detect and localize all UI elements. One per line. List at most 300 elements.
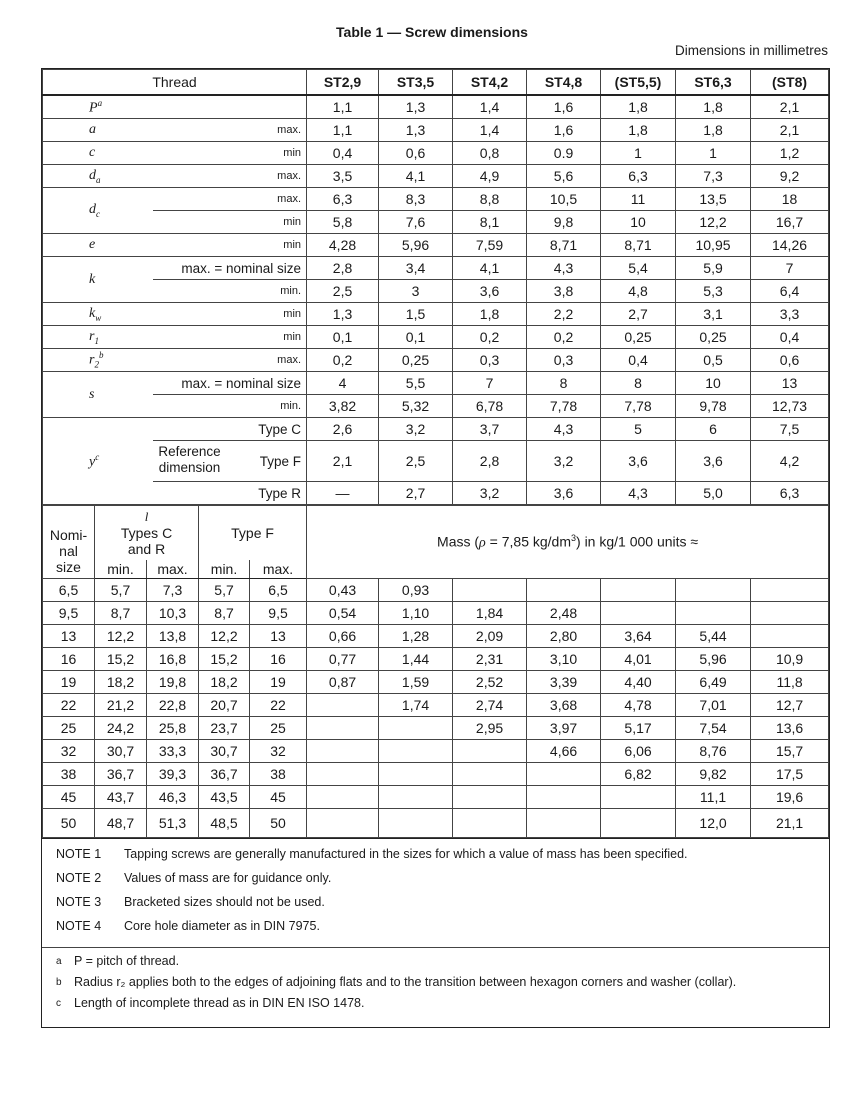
dimension-row xyxy=(43,303,829,326)
mass-cell: 2,52 xyxy=(453,671,527,694)
mass-cell xyxy=(453,740,527,763)
mass-cell: 10,9 xyxy=(751,648,829,671)
value-cell: 7,5 xyxy=(751,418,829,441)
nominal-cell: 9,5 xyxy=(43,602,95,625)
mass-cell: 0,43 xyxy=(307,579,379,602)
mass-cell xyxy=(453,786,527,809)
value-cell: 3,6 xyxy=(601,441,676,482)
thread-size-header: ST4,8 xyxy=(527,70,601,96)
f-max-cell: 13 xyxy=(250,625,307,648)
mass-cell: 2,80 xyxy=(527,625,601,648)
mass-cell: 0,87 xyxy=(307,671,379,694)
footnote-text: Radius r₂ applies both to the edges of adjoining flats and to the transition between hexagon corners and washer (collar). xyxy=(74,975,737,989)
length-symbol: l xyxy=(144,509,149,524)
length-row xyxy=(43,648,829,671)
symbol: r xyxy=(89,352,95,368)
cr-max-cell: 13,8 xyxy=(147,625,199,648)
value-cell: 6,3 xyxy=(751,482,829,505)
qualifier-cell: max. = nominal size xyxy=(153,257,307,280)
f-min-cell: 5,7 xyxy=(199,579,250,602)
f-min-cell: 43,5 xyxy=(199,786,250,809)
footnote-ref: c xyxy=(95,451,100,462)
f-min-cell: 12,2 xyxy=(199,625,250,648)
mass-cell xyxy=(307,763,379,786)
value-cell: 8,71 xyxy=(527,234,601,257)
mass-cell: 17,5 xyxy=(751,763,829,786)
f-min-cell: 8,7 xyxy=(199,602,250,625)
f-max-cell: 45 xyxy=(250,786,307,809)
cr-min-cell: 48,7 xyxy=(95,809,147,838)
mass-cell: 2,48 xyxy=(527,602,601,625)
header-line: Types C xyxy=(120,525,173,541)
f-min-cell: 30,7 xyxy=(199,740,250,763)
cr-max-cell: 46,3 xyxy=(147,786,199,809)
value-cell: 9,8 xyxy=(527,211,601,234)
mass-cell: 4,01 xyxy=(601,648,676,671)
length-mass-table xyxy=(42,505,829,838)
dimension-row xyxy=(43,211,829,234)
value-cell: 7,59 xyxy=(453,234,527,257)
length-row xyxy=(43,809,829,838)
thread-size-header: ST2,9 xyxy=(307,70,379,96)
f-max-cell: 25 xyxy=(250,717,307,740)
dimension-row xyxy=(43,95,829,119)
mass-cell xyxy=(527,763,601,786)
qualifier-cell: min xyxy=(153,326,307,349)
mass-cell: 9,82 xyxy=(676,763,751,786)
dimension-row xyxy=(43,142,829,165)
cr-min-cell: 43,7 xyxy=(95,786,147,809)
note-item xyxy=(56,895,815,909)
value-cell: 10 xyxy=(676,372,751,395)
symbol-cell xyxy=(43,303,153,326)
value-cell: 0,6 xyxy=(379,142,453,165)
symbol: s xyxy=(89,386,95,402)
dimension-row xyxy=(43,482,829,505)
symbol-cell xyxy=(43,95,153,119)
mass-cell: 1,28 xyxy=(379,625,453,648)
footnote-key: b xyxy=(56,977,62,988)
symbol-cell xyxy=(43,165,153,188)
value-cell: 8 xyxy=(527,372,601,395)
thread-size-header: ST3,5 xyxy=(379,70,453,96)
value-cell: 1,6 xyxy=(527,119,601,142)
mass-cell xyxy=(307,717,379,740)
symbol-cell xyxy=(43,418,153,505)
value-cell: 0.9 xyxy=(527,142,601,165)
value-cell: 2,1 xyxy=(751,95,829,119)
mass-cell xyxy=(601,786,676,809)
value-cell: 12,73 xyxy=(751,395,829,418)
dimension-row xyxy=(43,119,829,142)
qualifier-cell: min xyxy=(153,234,307,257)
value-cell: 0,5 xyxy=(676,349,751,372)
mass-cell: 7,54 xyxy=(676,717,751,740)
dimension-row xyxy=(43,395,829,418)
qualifier-cell xyxy=(153,95,307,119)
value-cell: 2,7 xyxy=(379,482,453,505)
cr-min-cell: 8,7 xyxy=(95,602,147,625)
type-f-header: Type F xyxy=(199,506,307,561)
value-cell: — xyxy=(307,482,379,505)
thread-header: Thread xyxy=(43,70,307,96)
header-line: and R xyxy=(127,541,166,557)
value-cell: 0,25 xyxy=(379,349,453,372)
note-text: Bracketed sizes should not be used. xyxy=(124,895,325,909)
mass-cell: 8,76 xyxy=(676,740,751,763)
value-cell: 6 xyxy=(676,418,751,441)
value-cell: 2,8 xyxy=(453,441,527,482)
value-cell: 0,1 xyxy=(307,326,379,349)
value-cell: 6,78 xyxy=(453,395,527,418)
thread-size-header: (ST5,5) xyxy=(601,70,676,96)
cr-min-cell: 30,7 xyxy=(95,740,147,763)
value-cell: 2,5 xyxy=(379,441,453,482)
value-cell: 9,2 xyxy=(751,165,829,188)
symbol: k xyxy=(89,305,96,321)
limit-header: max. xyxy=(250,560,307,579)
value-cell: 5,6 xyxy=(527,165,601,188)
symbol: c xyxy=(89,145,96,160)
cr-min-cell: 12,2 xyxy=(95,625,147,648)
length-row xyxy=(43,671,829,694)
mass-cell: 0,66 xyxy=(307,625,379,648)
cr-min-cell: 15,2 xyxy=(95,648,147,671)
value-cell: 13,5 xyxy=(676,188,751,211)
f-min-cell: 48,5 xyxy=(199,809,250,838)
qualifier-cell: min xyxy=(153,211,307,234)
dimension-row xyxy=(43,280,829,303)
symbol-subscript: w xyxy=(95,312,102,323)
symbol-cell xyxy=(43,142,153,165)
value-cell: 7,78 xyxy=(527,395,601,418)
value-cell: 3,3 xyxy=(751,303,829,326)
value-cell: 5,0 xyxy=(676,482,751,505)
mass-cell: 3,97 xyxy=(527,717,601,740)
limit-header: max. xyxy=(147,560,199,579)
symbol-cell xyxy=(43,326,153,349)
type-label xyxy=(153,418,307,441)
value-cell: 7 xyxy=(751,257,829,280)
value-cell: 5,8 xyxy=(307,211,379,234)
symbol: k xyxy=(89,271,96,287)
note-item xyxy=(56,847,815,861)
f-max-cell: 16 xyxy=(250,648,307,671)
value-cell: 3,82 xyxy=(307,395,379,418)
value-cell: 1,8 xyxy=(453,303,527,326)
mass-header: Mass (ρ = 7,85 $kg/dm^3$) in kg/1 000 units ≈ xyxy=(307,506,829,579)
value-cell: 3,6 xyxy=(453,280,527,303)
mass-cell xyxy=(527,786,601,809)
mass-cell: 5,17 xyxy=(601,717,676,740)
value-cell: 3,7 xyxy=(453,418,527,441)
value-cell: 2,7 xyxy=(601,303,676,326)
footnote-key: c xyxy=(56,998,61,1009)
mass-cell xyxy=(307,786,379,809)
mass-cell: 3,64 xyxy=(601,625,676,648)
value-cell: 4,3 xyxy=(527,418,601,441)
value-cell: 0,3 xyxy=(453,349,527,372)
value-cell: 1,6 xyxy=(527,95,601,119)
mass-cell xyxy=(527,809,601,838)
length-row xyxy=(43,786,829,809)
value-cell: 7,78 xyxy=(601,395,676,418)
header-line: Nomi- xyxy=(49,527,88,543)
mass-cell: 6,49 xyxy=(676,671,751,694)
dimension-row xyxy=(43,441,829,482)
mass-cell xyxy=(751,602,829,625)
mass-cell: 21,1 xyxy=(751,809,829,838)
value-cell: 1,5 xyxy=(379,303,453,326)
mass-cell xyxy=(379,809,453,838)
mass-cell xyxy=(307,740,379,763)
value-cell: 1,8 xyxy=(676,119,751,142)
mass-cell xyxy=(307,694,379,717)
value-cell: 3,1 xyxy=(676,303,751,326)
header-row xyxy=(43,70,829,96)
cr-min-cell: 18,2 xyxy=(95,671,147,694)
cr-min-cell: 36,7 xyxy=(95,763,147,786)
mass-cell: 15,7 xyxy=(751,740,829,763)
reference-dimension-label: Reference dimension xyxy=(158,444,221,475)
value-cell: 4,2 xyxy=(751,441,829,482)
value-cell: 3,2 xyxy=(527,441,601,482)
mass-cell: 3,39 xyxy=(527,671,601,694)
mass-cell xyxy=(379,786,453,809)
value-cell: 3,5 xyxy=(307,165,379,188)
value-cell: 4,1 xyxy=(453,257,527,280)
mass-cell: 1,84 xyxy=(453,602,527,625)
value-cell: 0,4 xyxy=(601,349,676,372)
f-max-cell: 38 xyxy=(250,763,307,786)
cr-max-cell: 19,8 xyxy=(147,671,199,694)
mass-cell xyxy=(601,809,676,838)
length-header-row xyxy=(43,506,829,561)
mass-cell xyxy=(676,602,751,625)
mass-cell xyxy=(307,809,379,838)
value-cell: 1,1 xyxy=(307,95,379,119)
note-item xyxy=(56,871,815,885)
header-line: size xyxy=(56,559,81,575)
dimension-row xyxy=(43,234,829,257)
value-cell: 8,71 xyxy=(601,234,676,257)
length-row xyxy=(43,694,829,717)
note-key: NOTE 3 xyxy=(56,895,102,909)
footnote-text: P = pitch of thread. xyxy=(74,954,180,968)
length-row xyxy=(43,763,829,786)
value-cell: 4,8 xyxy=(601,280,676,303)
value-cell: 0,25 xyxy=(601,326,676,349)
f-max-cell: 9,5 xyxy=(250,602,307,625)
value-cell: 18 xyxy=(751,188,829,211)
mass-cell xyxy=(453,763,527,786)
mass-cell xyxy=(676,579,751,602)
mass-cell: 4,40 xyxy=(601,671,676,694)
value-cell: 3,4 xyxy=(379,257,453,280)
value-cell: 1,8 xyxy=(601,95,676,119)
value-cell: 3,8 xyxy=(527,280,601,303)
value-cell: 7 xyxy=(453,372,527,395)
mass-cell: 13,6 xyxy=(751,717,829,740)
footnote-text: Length of incomplete thread as in DIN EN ISO 1478. xyxy=(74,996,365,1010)
f-max-cell: 32 xyxy=(250,740,307,763)
symbol-cell xyxy=(43,119,153,142)
dimension-row xyxy=(43,418,829,441)
value-cell: 6,3 xyxy=(307,188,379,211)
mass-cell: 1,74 xyxy=(379,694,453,717)
screw-dimensions-table xyxy=(41,68,830,1028)
value-cell: 5,32 xyxy=(379,395,453,418)
symbol-subscript: 2 xyxy=(94,359,99,370)
value-cell: 2,8 xyxy=(307,257,379,280)
qualifier-cell: max. xyxy=(153,188,307,211)
cr-min-cell: 24,2 xyxy=(95,717,147,740)
mass-cell xyxy=(379,763,453,786)
value-cell: 3,2 xyxy=(379,418,453,441)
mass-cell: 6,06 xyxy=(601,740,676,763)
mass-cell xyxy=(379,717,453,740)
dimension-row xyxy=(43,257,829,280)
value-cell: 7,6 xyxy=(379,211,453,234)
dimension-row xyxy=(43,349,829,372)
symbol: d xyxy=(89,202,96,218)
mass-cell: 1,10 xyxy=(379,602,453,625)
cr-max-cell: 33,3 xyxy=(147,740,199,763)
qualifier-cell: min xyxy=(153,303,307,326)
mass-cell xyxy=(751,579,829,602)
thread-size-header: ST4,2 xyxy=(453,70,527,96)
value-cell: 8,1 xyxy=(453,211,527,234)
value-cell: 7,3 xyxy=(676,165,751,188)
value-cell: 1,4 xyxy=(453,95,527,119)
value-cell: 3,6 xyxy=(676,441,751,482)
value-cell: 2,5 xyxy=(307,280,379,303)
notes-section xyxy=(42,838,829,947)
value-cell: 1,3 xyxy=(379,119,453,142)
footnote-ref: b xyxy=(98,350,104,361)
mass-cell: 3,68 xyxy=(527,694,601,717)
value-cell: 4 xyxy=(307,372,379,395)
value-cell: 0,2 xyxy=(453,326,527,349)
value-cell: 2,1 xyxy=(307,441,379,482)
dimension-row xyxy=(43,326,829,349)
f-min-cell: 36,7 xyxy=(199,763,250,786)
mass-cell: 5,96 xyxy=(676,648,751,671)
mass-cell: 4,66 xyxy=(527,740,601,763)
qualifier-cell: min. xyxy=(153,395,307,418)
footnotes-section xyxy=(42,947,829,1027)
mass-cell xyxy=(453,579,527,602)
value-cell: 0,3 xyxy=(527,349,601,372)
value-cell: 0,25 xyxy=(676,326,751,349)
value-cell: 0,4 xyxy=(307,142,379,165)
units-note: Dimensions in millimetres xyxy=(674,43,828,58)
mass-cell: 4,78 xyxy=(601,694,676,717)
nominal-cell: 6,5 xyxy=(43,579,95,602)
symbol: r xyxy=(89,328,95,344)
cr-min-cell: 21,2 xyxy=(95,694,147,717)
qualifier-cell: max. = nominal size xyxy=(153,372,307,395)
mass-cell: 2,09 xyxy=(453,625,527,648)
value-cell: 11 xyxy=(601,188,676,211)
mass-cell: 2,95 xyxy=(453,717,527,740)
symbol-subscript: c xyxy=(96,208,100,219)
nominal-cell: 45 xyxy=(43,786,95,809)
value-cell: 14,26 xyxy=(751,234,829,257)
value-cell: 2,2 xyxy=(527,303,601,326)
type-text: Type F xyxy=(259,453,302,469)
mass-cell: 1,59 xyxy=(379,671,453,694)
value-cell: 0,4 xyxy=(751,326,829,349)
symbol-subscript: a xyxy=(96,174,101,185)
value-cell: 4,3 xyxy=(527,257,601,280)
mass-cell xyxy=(527,579,601,602)
note-text: Core hole diameter as in DIN 7975. xyxy=(124,919,320,933)
value-cell: 12,2 xyxy=(676,211,751,234)
value-cell: 5,96 xyxy=(379,234,453,257)
value-cell: 8 xyxy=(601,372,676,395)
symbol: y xyxy=(89,454,96,470)
cr-max-cell: 51,3 xyxy=(147,809,199,838)
note-item xyxy=(56,919,815,933)
symbol: e xyxy=(89,237,96,252)
value-cell: 10,5 xyxy=(527,188,601,211)
value-cell: 2,1 xyxy=(751,119,829,142)
mass-cell xyxy=(453,809,527,838)
symbol-cell xyxy=(43,188,153,234)
f-min-cell: 15,2 xyxy=(199,648,250,671)
nominal-cell: 50 xyxy=(43,809,95,838)
length-row xyxy=(43,579,829,602)
value-cell: 5 xyxy=(601,418,676,441)
nominal-cell: 19 xyxy=(43,671,95,694)
mass-cell: 11,1 xyxy=(676,786,751,809)
mass-cell: 12,0 xyxy=(676,809,751,838)
length-row xyxy=(43,740,829,763)
qualifier-cell: max. xyxy=(153,119,307,142)
nominal-cell: 32 xyxy=(43,740,95,763)
value-cell: 0,6 xyxy=(751,349,829,372)
mass-cell: 5,44 xyxy=(676,625,751,648)
note-key: NOTE 4 xyxy=(56,919,102,933)
value-cell: 6,4 xyxy=(751,280,829,303)
value-cell: 8,3 xyxy=(379,188,453,211)
mass-cell: 0,77 xyxy=(307,648,379,671)
cr-max-cell: 39,3 xyxy=(147,763,199,786)
cr-min-cell: 5,7 xyxy=(95,579,147,602)
value-cell: 0,2 xyxy=(527,326,601,349)
value-cell: 1 xyxy=(601,142,676,165)
value-cell: 6,3 xyxy=(601,165,676,188)
value-cell: 4,3 xyxy=(601,482,676,505)
types-c-r-header xyxy=(95,506,199,561)
value-cell: 8,8 xyxy=(453,188,527,211)
value-cell: 3,2 xyxy=(453,482,527,505)
symbol: P xyxy=(89,100,98,116)
footnote-item xyxy=(56,954,815,969)
footnote-item xyxy=(56,996,815,1011)
value-cell: 5,3 xyxy=(676,280,751,303)
value-cell: 0,8 xyxy=(453,142,527,165)
nominal-cell: 25 xyxy=(43,717,95,740)
value-cell: 1,4 xyxy=(453,119,527,142)
footnote-key: a xyxy=(56,956,62,967)
footnote-ref: a xyxy=(97,97,103,108)
f-max-cell: 6,5 xyxy=(250,579,307,602)
type-label xyxy=(153,441,307,482)
value-cell: 3,6 xyxy=(527,482,601,505)
f-min-cell: 18,2 xyxy=(199,671,250,694)
